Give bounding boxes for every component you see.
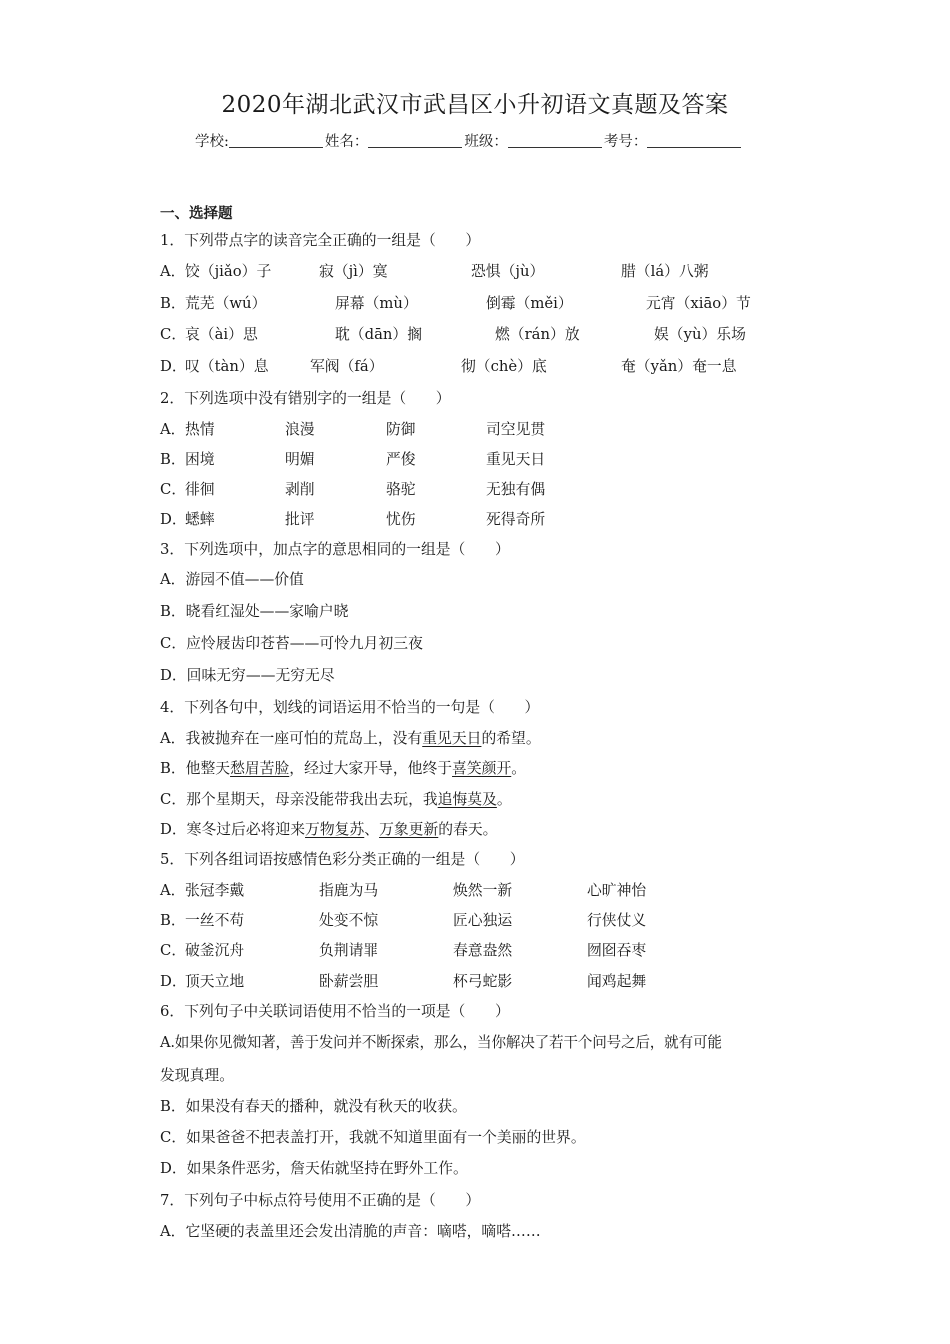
option-word: 匠心独运 [453, 912, 513, 929]
question-7-option-a: A．它坚硬的表盖里还会发出清脆的声音：嘀嗒，嘀嗒…… [160, 1223, 541, 1240]
sentence-text: A．我被抛弃在一座可怕的荒岛上，没有 [160, 730, 423, 747]
option-word: 行侠仗义 [587, 912, 647, 929]
option-choice: 彻（chè）底 [461, 358, 547, 375]
option-choice: 叹（tàn）息 [185, 358, 269, 375]
option-word: 指鹿为马 [319, 882, 379, 899]
option-label: D． [160, 973, 187, 990]
option-word: 重见天日 [486, 451, 546, 468]
name-label: 姓名： [324, 134, 369, 150]
option-word: 处变不惊 [319, 912, 379, 929]
option-word: 杯弓蛇影 [453, 973, 513, 990]
section-heading: 一、选择题 [160, 206, 233, 222]
question-6-stem: 6．下列句子中关联词语使用不恰当的一项是（ ） [160, 1003, 510, 1020]
sentence-text: D．寒冬过后必将迎来 [160, 821, 306, 838]
sentence-text: 的希望。 [481, 730, 541, 747]
question-2-option-d [160, 509, 800, 531]
class-blank[interactable] [508, 133, 602, 148]
question-6-option-c: C．如果爸爸不把表盖打开，我就不知道里面有一个美丽的世界。 [160, 1129, 586, 1146]
number-label: 考号： [603, 134, 648, 150]
underlined-phrase: 万象更新 [379, 821, 439, 838]
option-choice: 娱（yù）乐场 [654, 326, 746, 343]
option-choice: 耽（dān）搁 [335, 326, 423, 343]
option-label: C． [160, 326, 187, 343]
option-label: B． [160, 912, 186, 929]
question-1-option-b [160, 293, 800, 315]
option-word: 批评 [285, 511, 315, 528]
question-6-option-d: D．如果条件恶劣，詹天佑就坚持在野外工作。 [160, 1160, 468, 1177]
question-4-option-a [160, 728, 541, 750]
option-choice: 燃（rán）放 [495, 326, 580, 343]
question-1-option-c [160, 324, 800, 346]
sentence-text: B．他整天 [160, 760, 231, 777]
option-label: A． [160, 421, 186, 438]
class-label: 班级： [464, 134, 508, 150]
underlined-phrase: 追悔莫及 [437, 791, 497, 808]
question-6-option-a-line-1: A.如果你见微知著，善于发问并不断探索，那么，当你解决了若干个问号之后，就有可能 [160, 1034, 722, 1051]
option-word: 浪漫 [285, 421, 315, 438]
option-word: 严俊 [386, 451, 416, 468]
sentence-text: 的春天。 [438, 821, 498, 838]
option-word: 死得奇所 [486, 511, 546, 528]
sentence-text: 。 [511, 760, 527, 777]
option-choice: 荒芜（wú） [185, 295, 267, 312]
option-word: 春意盎然 [453, 942, 513, 959]
question-5-option-d [160, 971, 800, 993]
question-5-option-a [160, 880, 800, 902]
question-2-option-a [160, 419, 800, 441]
question-4-option-b [160, 758, 526, 780]
sentence-text: 。 [496, 791, 512, 808]
option-word: 顶天立地 [185, 973, 245, 990]
name-blank[interactable] [368, 133, 462, 148]
option-choice: 腊（lá）八粥 [621, 263, 709, 280]
page-title: 2020年湖北武汉市武昌区小升初语文真题及答案 [221, 92, 729, 118]
option-word: 一丝不苟 [185, 912, 245, 929]
question-3-option-b: B．晓看红湿处——家喻户晓 [160, 603, 349, 620]
option-word: 骆驼 [386, 481, 416, 498]
option-word: 司空见贯 [486, 421, 546, 438]
school-blank[interactable] [229, 133, 323, 148]
question-1-option-d [160, 356, 800, 378]
option-choice: 恐惧（jù） [471, 263, 545, 280]
option-label: A． [160, 882, 186, 899]
number-blank[interactable] [647, 133, 741, 148]
question-3-option-c: C．应怜屐齿印苍苔——可怜九月初三夜 [160, 635, 423, 652]
option-word: 闻鸡起舞 [587, 973, 647, 990]
option-choice: 元宵（xiāo）节 [646, 295, 751, 312]
option-label: C． [160, 942, 187, 959]
option-choice: 军阀（fá） [310, 358, 384, 375]
option-word: 无独有偶 [486, 481, 546, 498]
option-word: 张冠李戴 [185, 882, 245, 899]
option-word: 困境 [185, 451, 215, 468]
option-word: 剥削 [285, 481, 315, 498]
option-label: C． [160, 481, 187, 498]
question-1-option-a [160, 261, 800, 283]
question-6-option-b: B．如果没有春天的播种，就没有秋天的收获。 [160, 1098, 467, 1115]
option-choice: 屏幕（mù） [335, 295, 418, 312]
option-label: D． [160, 511, 187, 528]
option-word: 焕然一新 [453, 882, 513, 899]
option-word: 明媚 [285, 451, 315, 468]
option-choice: 哀（ài）思 [185, 326, 258, 343]
question-2-stem: 2．下列选项中没有错别字的一组是（ ） [160, 390, 451, 407]
sentence-text: 、 [364, 821, 380, 838]
question-1-stem: 1．下列带点字的读音完全正确的一组是（ ） [160, 232, 481, 249]
option-word: 热情 [185, 421, 215, 438]
question-4-option-c [160, 789, 512, 811]
sentence-text: ，经过大家开导，他终于 [289, 760, 453, 777]
question-6-option-a-line-2: 发现真理。 [160, 1067, 234, 1084]
option-word: 忧伤 [386, 511, 416, 528]
option-label: B． [160, 295, 186, 312]
sentence-text: C．那个星期天，母亲没能带我出去玩，我 [160, 791, 438, 808]
question-4-stem: 4．下列各句中，划线的词语运用不恰当的一句是（ ） [160, 699, 540, 716]
option-word: 囫囵吞枣 [587, 942, 647, 959]
student-info-line [195, 130, 743, 151]
school-label: 学校: [195, 134, 229, 150]
question-2-option-c [160, 479, 800, 501]
underlined-phrase: 喜笑颜开 [452, 760, 512, 777]
underlined-phrase: 重见天日 [422, 730, 482, 747]
option-choice: 饺（jiǎo）子 [185, 263, 272, 280]
option-word: 防御 [386, 421, 416, 438]
question-5-option-b [160, 910, 800, 932]
question-4-option-d [160, 819, 497, 841]
question-7-stem: 7．下列句子中标点符号使用不正确的是（ ） [160, 1192, 481, 1209]
question-5-stem: 5．下列各组词语按感情色彩分类正确的一组是（ ） [160, 851, 525, 868]
option-word: 卧薪尝胆 [319, 973, 379, 990]
option-word: 徘徊 [185, 481, 215, 498]
option-word: 蟋蟀 [185, 511, 215, 528]
option-choice: 寂（jì）寞 [319, 263, 388, 280]
option-label: D． [160, 358, 187, 375]
question-2-option-b [160, 449, 800, 471]
question-3-option-d: D．回味无穷——无穷无尽 [160, 667, 335, 684]
question-5-option-c [160, 940, 800, 962]
option-choice: 奄（yǎn）奄一息 [621, 358, 737, 375]
option-word: 负荆请罪 [319, 942, 379, 959]
option-word: 破釜沉舟 [185, 942, 245, 959]
underlined-phrase: 万物复苏 [305, 821, 365, 838]
underlined-phrase: 愁眉苦脸 [230, 760, 290, 777]
option-choice: 倒霉（měi） [486, 295, 573, 312]
question-3-option-a: A．游园不值——价值 [160, 571, 304, 588]
option-label: B． [160, 451, 186, 468]
option-word: 心旷神怡 [587, 882, 647, 899]
option-label: A． [160, 263, 186, 280]
question-3-stem: 3．下列选项中，加点字的意思相同的一组是（ ） [160, 541, 510, 558]
